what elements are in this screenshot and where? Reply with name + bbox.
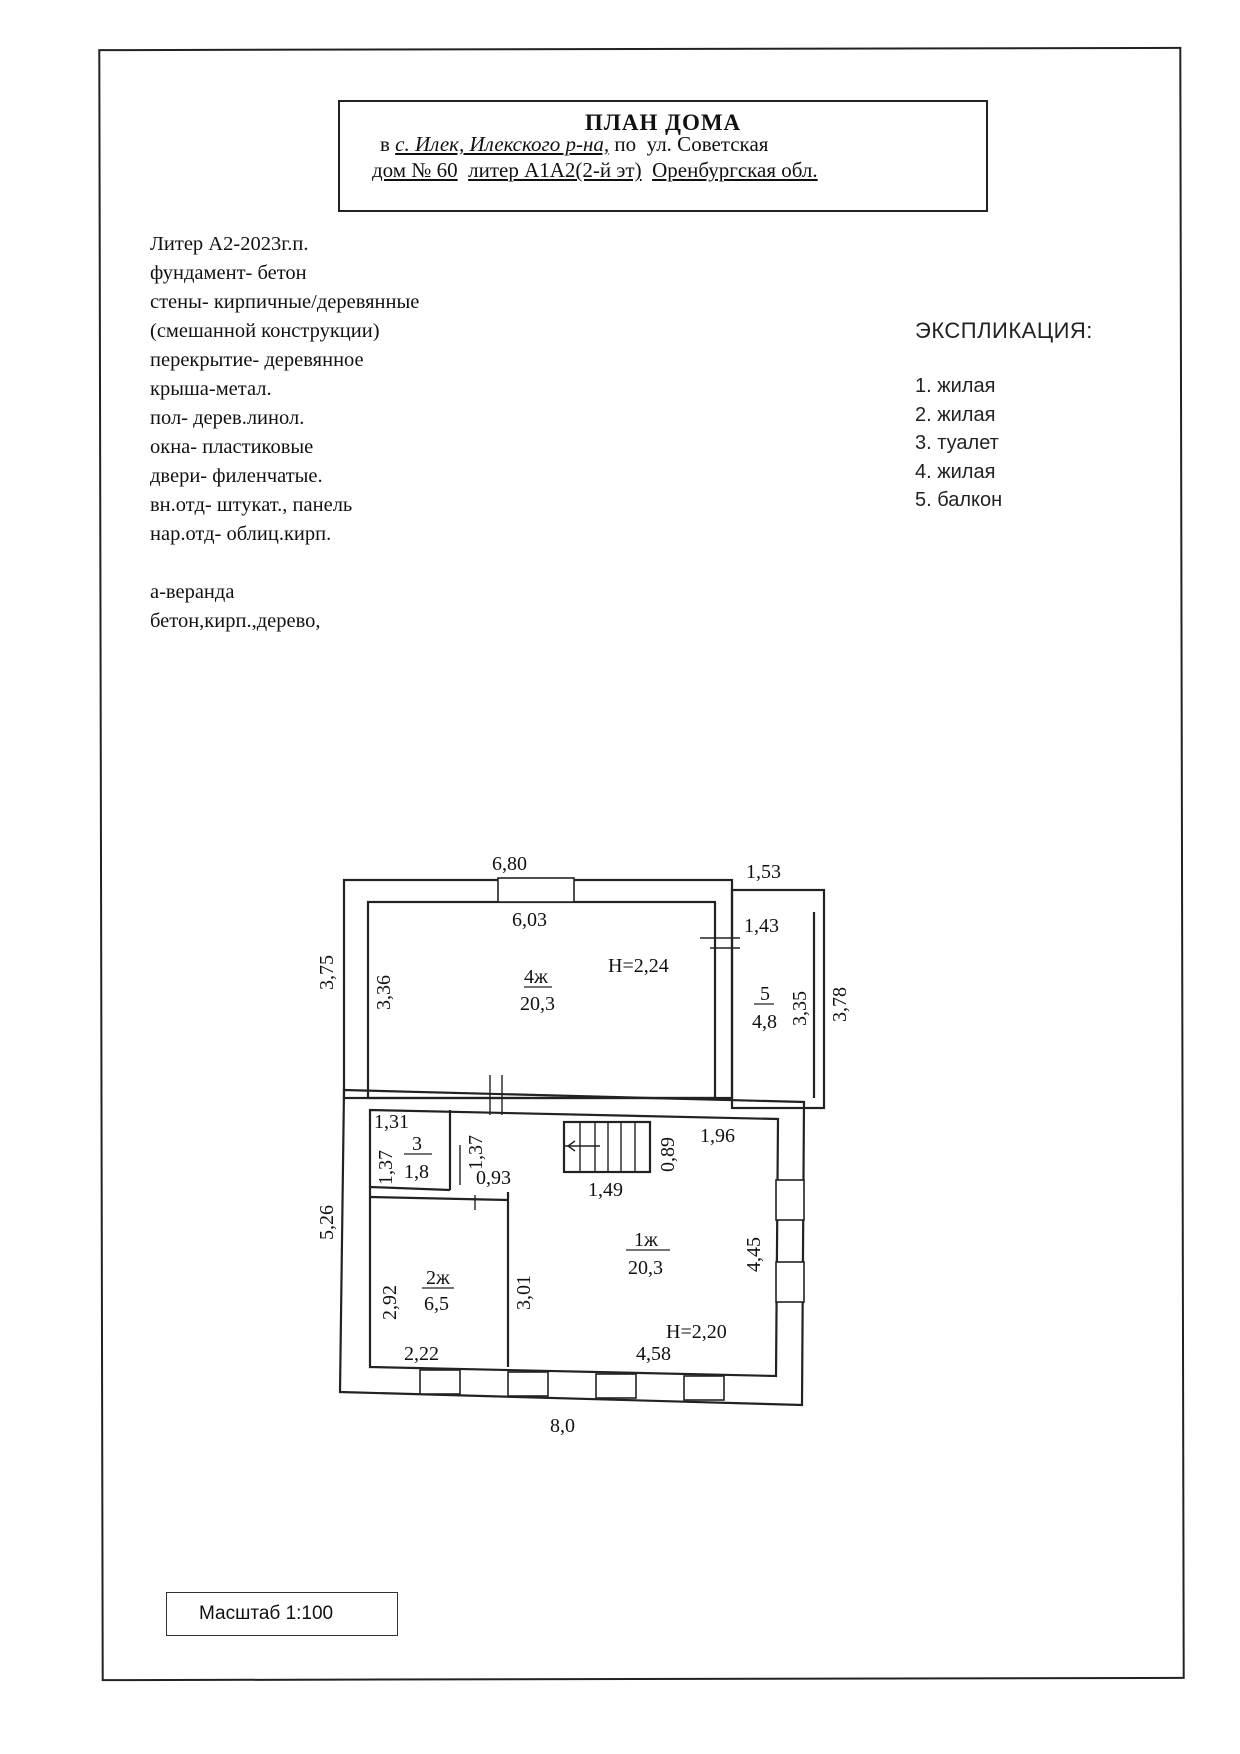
room5-label: 5 [760,983,770,1005]
explication-item: 1. жилая [915,375,996,397]
window-bottom-1 [420,1370,460,1394]
room2-label: 2ж [426,1267,450,1289]
toilet-wall [370,1187,450,1190]
dim-right-height: 4,45 [743,1237,765,1272]
spec-line: Литер А2-2023г.п. [150,233,309,255]
spec-line: фундамент- бетон [150,262,307,284]
window-right-1 [776,1180,804,1220]
dim-right-upper-width: 1,96 [700,1125,735,1147]
spec-line: нар.отд- облиц.кирп. [150,523,332,545]
dim-room2-width: 2,22 [404,1343,439,1365]
dim-bottom-width: 8,0 [550,1415,575,1437]
dim-stair-height: 0,89 [657,1137,679,1172]
room1-label: 1ж [634,1229,658,1251]
window-bottom-4 [684,1376,724,1400]
explication-item: 2. жилая [915,403,996,426]
dim-stair-width: 1,49 [588,1179,623,1201]
dim-corridor-width: 0,93 [476,1167,511,1189]
explication-item: 4. жилая [915,460,996,483]
address-prefix: в [380,132,390,156]
room2-top-wall [370,1197,508,1200]
veranda-line: а-веранда [150,581,235,603]
dim-left-lower-outer: 5,26 [316,1205,338,1240]
dim-inner-top-width: 6,03 [512,909,547,931]
dim-balcony-inner-width: 1,43 [744,915,779,937]
address-liter: литер А1А2(2-й эт) [468,158,642,182]
dim-left-upper-outer: 3,75 [316,955,338,990]
room4-area: 20,3 [520,993,555,1015]
room1-area: 20,3 [628,1257,663,1279]
room2-area: 6,5 [424,1293,449,1315]
address-region: Оренбургская обл. [652,158,818,182]
explication-title: ЭКСПЛИКАЦИЯ: [915,318,1093,343]
address-place: с. Илек, Илекского р-на, [395,132,610,156]
address-house: дом № 60 [372,158,458,182]
address-street-prefix: по [614,132,637,156]
dim-toilet-width: 1,31 [374,1111,409,1133]
dim-partition-height: 3,01 [513,1275,535,1310]
spec-line: пол- дерев.линол. [150,407,305,429]
spec-line: окна- пластиковые [150,436,314,458]
dim-room2-height: 2,92 [379,1285,401,1320]
room1-ceiling-height: Н=2,20 [666,1321,727,1343]
spec-line: крыша-метал. [150,378,272,400]
dim-balcony-outer-height: 3,78 [829,987,851,1022]
scale-label: Масштаб 1:100 [199,1603,334,1624]
spec-line: стены- кирпичные/деревянные [150,291,420,313]
window-bottom-3 [596,1374,636,1398]
dim-top-width: 6,80 [492,853,527,875]
dim-balcony-outer-width: 1,53 [746,861,781,883]
explication-item: 5. балкон [915,489,1003,511]
room5-area: 4,8 [752,1011,777,1033]
room3-label: 3 [412,1133,422,1155]
window-bottom-2 [508,1372,548,1396]
room3-area: 1,8 [404,1161,429,1183]
window-top [498,878,574,902]
stairs [564,1122,650,1172]
spec-line: (смешанной конструкции) [150,320,380,342]
plan-title: ПЛАН ДОМА [584,110,742,135]
dim-balcony-inner-height: 3,35 [789,991,811,1026]
dim-left-upper-inner: 3,36 [373,975,395,1010]
spec-line: двери- филенчатые. [150,465,323,487]
room4-ceiling-height: Н=2,24 [608,955,669,977]
dim-toilet-height-right: 1,37 [465,1135,487,1170]
spec-line: вн.отд- штукат., панель [150,494,353,516]
window-right-2 [776,1262,804,1302]
veranda-line: бетон,кирп.,дерево, [150,610,321,632]
address-street: ул. Советская [646,132,769,156]
dim-room1-width: 4,58 [636,1343,671,1365]
room4-label: 4ж [524,966,548,988]
scale-box [166,1592,398,1636]
dim-toilet-height-left: 1,37 [375,1150,397,1185]
explication-item: 3. туалет [915,432,999,454]
spec-line: перекрытие- деревянное [150,349,364,371]
